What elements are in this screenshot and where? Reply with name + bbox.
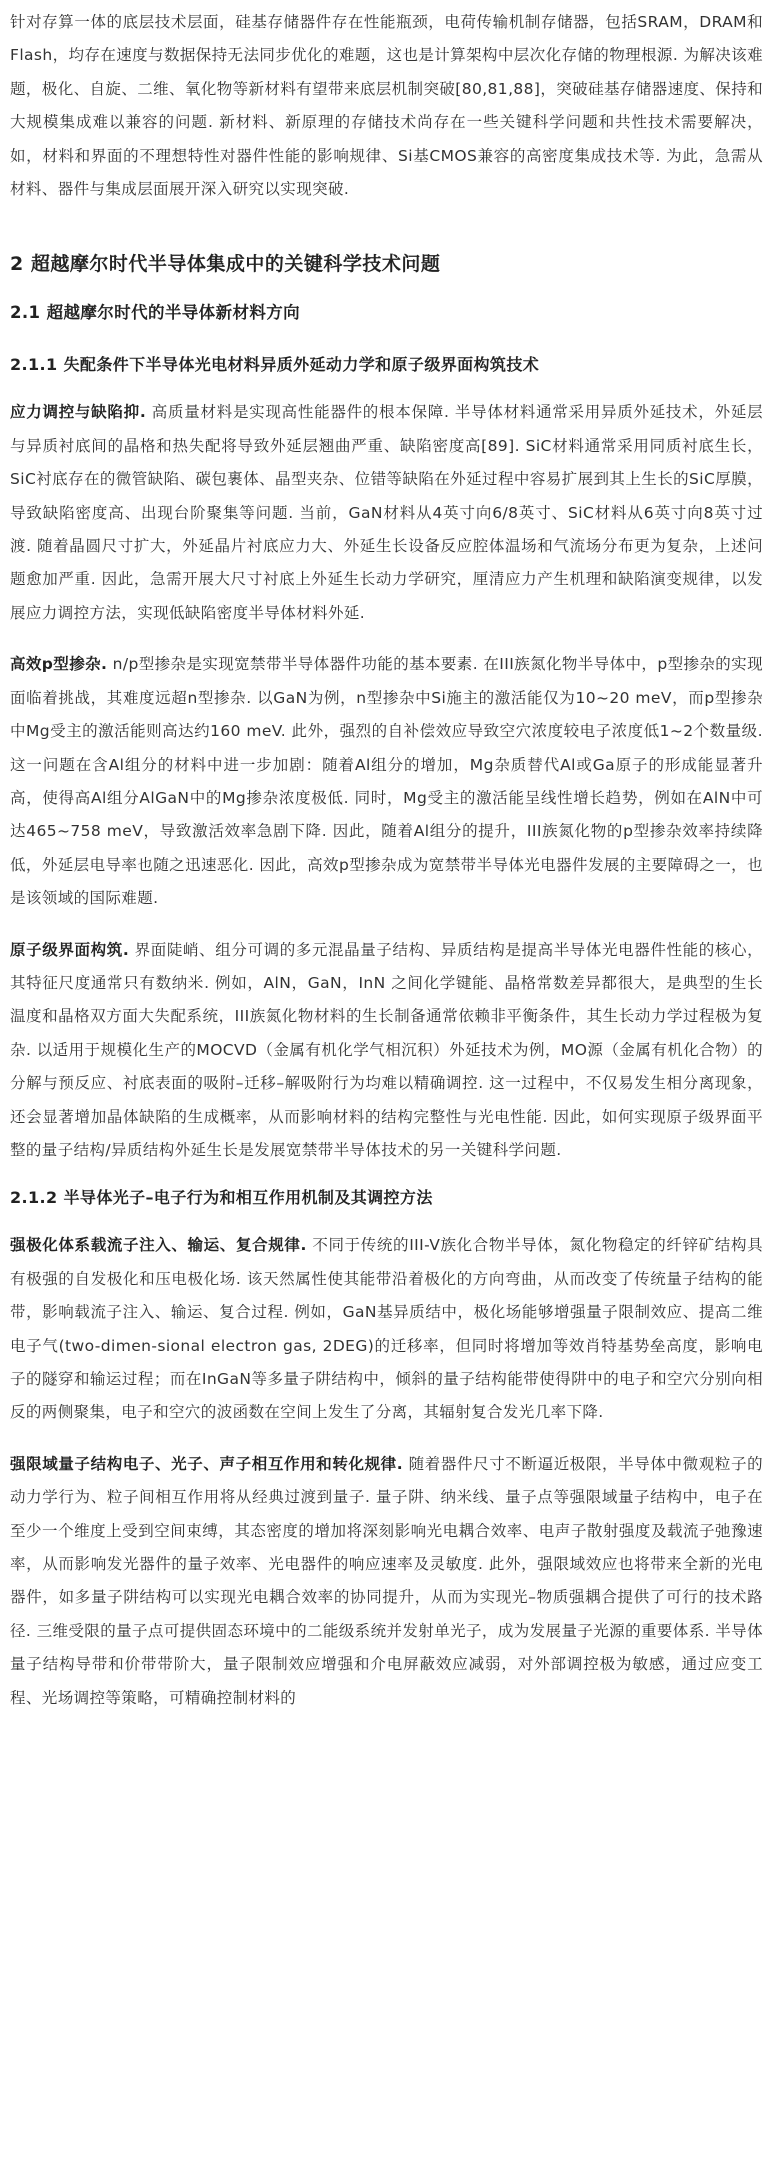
section-heading: 2 超越摩尔时代半导体集成中的关键科学技术问题 bbox=[10, 253, 441, 276]
paragraph-body: 随着器件尺寸不断逼近极限，半导体中微观粒子的动力学行为、粒子间相互作用将从经典过渡到量子. 量子阱、纳米线、量子点等强限域量子结构中，电子在至少一个维度上受到空间束缚，其态密度的增加将深刻影响光电耦合效率、电声子散射强度及载流子弛豫速率，从而影响发光器件的量子效率、光电器件的响应速率及灵敏度. 此外，强限域效应也将带来全新的光电器件，如多量子阱结构可以实现光电耦合效率的协同提升，从而为实现光–物质强耦合提供了可行的技术路径. 三维受限的量子点可提供固态环境中的二能级系统并发射单光子，成为发展量子光源的重要体系. 半导体量子结构导带和价带带阶大，量子限制效应增强和介电屏蔽效应减弱，对外部调控极为敏感，通过应变工程、光场调控等策略，可精确控制材料的 bbox=[10, 1454, 763, 1707]
paragraph-lead: 强限域量子结构电子、光子、声子相互作用和转化规律. bbox=[10, 1454, 404, 1473]
paragraph-p-doping bbox=[10, 648, 763, 915]
paragraph-body: n/p型掺杂是实现宽禁带半导体器件功能的基本要素. 在III族氮化物半导体中，p型掺杂的实现面临着挑战，其难度远超n型掺杂. 以GaN为例，n型掺杂中Si施主的激活能仅为10~20 meV，而p型掺杂中Mg受主的激活能则高达约160 meV. 此外，强烈的自补偿效应导致空穴浓度较电子浓度低1~2个数量级. 这一问题在含Al组分的材料中进一步加剧：随着Al组分的增加，Mg杂质替代Al或Ga原子的形成能显著升高，使得高Al组分AlGaN中的Mg掺杂浓度极低. 同时，Mg受主的激活能呈线性增长趋势，例如在AlN中可达465~758 meV，导致激活效率急剧下降. 因此，随着Al组分的提升，III族氮化物的p型掺杂效率持续降低，外延层电导率也随之迅速恶化. 因此，高效p型掺杂成为宽禁带半导体光电器件发展的主要障碍之一，也是该领域的国际难题. bbox=[10, 655, 763, 908]
paragraph-body: 不同于传统的III-V族化合物半导体，氮化物稳定的纤锌矿结构具有极强的自发极化和压电极化场. 该天然属性使其能带沿着极化的方向弯曲，从而改变了传统量子结构的能带，影响载流子注入、输运、复合过程. 例如，GaN基异质结中，极化场能够增强量子限制效应、提高二维电子气(two-dimen-sional electron gas, 2DEG)的迁移率，但同时将增加等效肖特基势垒高度，影响电子的隧穿和输运过程；而在InGaN等多量子阱结构中，倾斜的量子结构能带使得阱中的电子和空穴分别向相反的两侧聚集，电子和空穴的波函数在空间上发生了分离，其辐射复合发光几率下降. bbox=[10, 1236, 763, 1422]
paragraph-stress-control bbox=[10, 396, 763, 630]
paragraph-lead: 高效p型掺杂. bbox=[10, 655, 108, 674]
paragraph-quantum-confinement bbox=[10, 1448, 763, 1715]
paragraph-lead: 应力调控与缺陷抑. bbox=[10, 403, 147, 422]
subsubsection-heading-2-1-2: 2.1.2 半导体光子–电子行为和相互作用机制及其调控方法 bbox=[10, 1188, 433, 1208]
paragraph-body: 界面陡峭、组分可调的多元混晶量子结构、异质结构是提高半导体光电器件性能的核心，其特征尺度通常只有数纳米. 例如，AlN，GaN，InN 之间化学键能、晶格常数差异都很大，是典型的生长温度和晶格双方面大失配系统，III族氮化物材料的生长制备通常依赖非平衡条件，其生长动力学过程极为复杂. 以适用于规模化生产的MOCVD（金属有机化学气相沉积）外延技术为例，MO源（金属有机化合物）的分解与预反应、衬底表面的吸附–迁移–解吸附行为均难以精确调控. 这一过程中，不仅易发生相分离现象，还会显著增加晶体缺陷的生成概率，从而影响材料的结构完整性与光电性能. 因此，如何实现原子级界面平整的量子结构/异质结构外延生长是发展宽禁带半导体技术的另一关键科学问题. bbox=[10, 940, 763, 1159]
subsection-heading: 2.1 超越摩尔时代的半导体新材料方向 bbox=[10, 303, 301, 323]
subsubsection-heading-2-1-1: 2.1.1 失配条件下半导体光电材料异质外延动力学和原子级界面构筑技术 bbox=[10, 355, 540, 375]
paragraph-lead: 原子级界面构筑. bbox=[10, 940, 130, 959]
paragraph-interface bbox=[10, 934, 763, 1168]
paragraph-lead: 强极化体系载流子注入、输运、复合规律. bbox=[10, 1236, 307, 1255]
intro-paragraph: 针对存算一体的底层技术层面，硅基存储器件存在性能瓶颈，电荷传输机制存储器，包括SRAM，DRAM和Flash，均存在速度与数据保持无法同步优化的难题，这也是计算架构中层次化存储的物理根源. 为解决该难题，极化、自旋、二维、氧化物等新材料有望带来底层机制突破[80,81,88]，突破硅基存储器速度、保持和大规模集成难以兼容的问题. 新材料、新原理的存储技术尚存在一些关键科学问题和共性技术需要解决，如，材料和界面的不理想特性对器件性能的影响规律、Si基CMOS兼容的高密度集成技术等. 为此，急需从材料、器件与集成层面展开深入研究以实现突破. bbox=[10, 13, 763, 199]
paragraph-polarization bbox=[10, 1229, 763, 1429]
paragraph-body: 高质量材料是实现高性能器件的根本保障. 半导体材料通常采用异质外延技术，外延层与异质衬底间的晶格和热失配将导致外延层翘曲严重、缺陷密度高[89]. SiC材料通常采用同质衬底生长，SiC衬底存在的微管缺陷、碳包裹体、晶型夹杂、位错等缺陷在外延过程中容易扩展到其上生长的SiC厚膜，导致缺陷密度高、出现台阶聚集等问题. 当前，GaN材料从4英寸向6/8英寸、SiC材料从6英寸向8英寸过渡. 随着晶圆尺寸扩大，外延晶片衬底应力大、外延生长设备反应腔体温场和气流场分布更为复杂，上述问题愈加严重. 因此，急需开展大尺寸衬底上外延生长动力学研究，厘清应力产生机理和缺陷演变规律，以发展应力调控方法，实现低缺陷密度半导体材料外延. bbox=[10, 403, 763, 622]
